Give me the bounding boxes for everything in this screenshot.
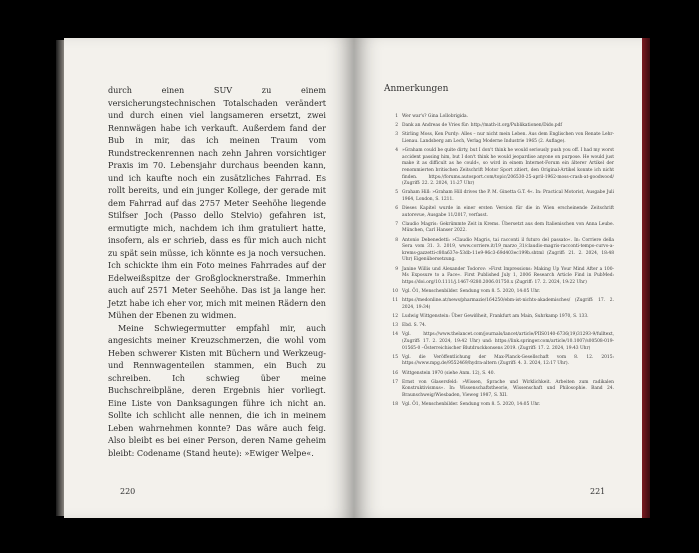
endnote-text: Janine Willis und Alexander Todorov: »First Impressions: Making Up Your Mind After a 100-Ms Exposure to a Face«. First Published July 1, 2006 Research Article Find in PubMed: https://doi.org/10.1111/j.1467-9280.2006.01750.x (Zugriff: 17. 2. 2024, 19:22 Uhr) — [402, 266, 614, 285]
endnote-number: 10 — [392, 289, 398, 294]
endnote-text: Vgl. Ö1, Menschenbilder. Sendung vom 8. 5. 2020, 14:05 Uhr. — [402, 402, 541, 408]
endnotes-list — [384, 114, 614, 411]
endnote — [384, 402, 614, 409]
endnote-text: »Graham could be quite dirty, but I don't think he would seriously push you off. I had my worst accident passing him, but I don't think he would jeopardise anyone on purpose. He would just make it as difficult as he could«, so wird in einem Internet-Forum ein älterer Artikel der renommierten britischen Zeitschrift Motor Sport zitiert, den Original-Artikel konnte ich nicht finden. https://forums.autosport.com/topic/206530-25-april-1962-moss-crash-at-goodwood/ (Zugriff: 22. 2. 2024, 11:27 Uhr) — [402, 148, 614, 187]
endnote-text: Dieses Kapitel wurde in einer ersten Version für die in Wien erscheinende Zeitschrift autorevue, Ausgabe 11/2017, verfasst. — [402, 206, 614, 218]
endnote-number: 3 — [395, 132, 398, 138]
left-page-edge — [56, 40, 64, 516]
endnote-number: 2 — [395, 123, 398, 129]
endnote-number: 11 — [392, 298, 398, 304]
endnote — [384, 148, 614, 188]
left-page — [64, 38, 354, 518]
endnote — [384, 371, 614, 378]
endnote — [384, 355, 614, 368]
endnote-text: Ludwig Wittgenstein: Über Gewißheit, Frankfurt am Main, Suhrkamp 1970, S. 133. — [402, 313, 589, 319]
endnote-number: 12 — [392, 313, 398, 319]
endnote-number: 13 — [392, 323, 398, 329]
endnote-text: Ernst von Glasersfeld: »Wissen, Sprache und Wirklichkeit. Arbeiten zum radikalen Konstruktivismus«. In: Wissenschaftstheorie, Wissenschaft und Philosophie. Band 24. Braunschweig/Wiesbaden, Vieweg 1987, S. XII. — [402, 379, 614, 398]
endnote-number: 1 — [395, 114, 398, 119]
endnote-number: 17 — [392, 379, 398, 385]
endnote-number: 18 — [392, 402, 398, 408]
endnote-number: 16 — [392, 370, 398, 376]
endnote-text: Graham Hill: »Graham Hill drives the P. M. Ginetta G.T. 4«. In: Practical Motorist, Ausgabe Juli 1964, London, S. 1211. — [402, 190, 614, 202]
endnote-number: 6 — [395, 206, 398, 212]
section-heading: Anmerkungen — [384, 84, 449, 94]
endnote-text: Vgl. https://www.thelancet.com/journals/lancet/article/PIIS0140-6736(19)31293-9/fulltext, (Zugriff: 17. 2. 2024, 19:42 Uhr) und: https://link.springer.com/article/10.1007/s00508-019-01565-0 –Österreichischer Blutdruckkonsens 2019. (Zugriff: 17. 2. 2024, 19:43 Uhr) — [402, 332, 614, 351]
endnote — [384, 298, 614, 311]
endnote-text: https://medonline.at/news/pharmazie/164250/ebm-ist-nichts-akademisches/ (Zugriff: 17. 2. 2024, 19:34) — [402, 298, 614, 310]
endnote — [384, 314, 614, 321]
endnote-text: Antonio Debenedetti: »Claudio Magris, tai racconti il futuro del passato«. In: Corriere della Sera vom 31. 3. 2019, www.corriere.it/19_marzo_31/claudio-magris-racconti-tempo-curvo-a-krems-gazzetti-c80a637e-53db-11e9-96c3-69d403ec199b.shtml (Zugriff: 21. 2. 2024, 18:48 Uhr) Eigenübersetzung. — [402, 237, 614, 263]
left-body-text — [108, 84, 326, 459]
endnote — [384, 222, 614, 235]
paragraph: Meine Schwiegermutter empfahl mir, auch angesichts meiner Kreuzschmerzen, die wohl vom Heben schwerer Kisten mit Büchern und Werkzeug- und Rennwagenteilen stammen, ein Buch zu schreiben. Ich schwieg über meine Buchschreibpläne, deren Ergebnis hier vorliegt. Eine Liste von Danksagungen führe ich nicht an. Sollte ich schlicht alle nennen, die ich in meinem Leben wahrnehmen konnte? Das wäre auch feig. Also bleibt es bei einer Person, deren Name geheim bleibt: Codename (Stand heute): »Ewiger Welpe«. — [108, 322, 326, 458]
endnote-number: 4 — [395, 148, 398, 154]
endnote-text: Stirling Moss, Ken Purdy: Alles – nur nicht mein Leben. Aus dem Englischen von Renate Lehr-Lienau. Landsberg am Lech, Verlag Moderne Industrie 1965 (2. Auflage). — [402, 132, 614, 144]
endnote-number: 15 — [392, 354, 398, 360]
endnote-text: Wer war's? Gina Lollobrigida. — [402, 114, 469, 119]
endnote-number: 14 — [392, 332, 398, 338]
endnote-number: 7 — [395, 221, 398, 227]
endnote — [384, 123, 614, 130]
endnote — [384, 238, 614, 264]
right-page — [354, 38, 642, 518]
endnote — [384, 190, 614, 203]
endnote-text: Claudio Magris: Gekrümmte Zeit in Krems. Übersetzt aus dem Italienischen von Anna Leube. München, Carl Hanser 2022. — [402, 221, 614, 234]
right-page-edge — [642, 38, 650, 518]
page-number: 221 — [590, 487, 606, 496]
endnote — [384, 114, 614, 121]
endnote-text: Vgl. Ö1, Menschenbilder. Sendung vom 8. 5. 2020, 14:05 Uhr. — [402, 289, 541, 294]
endnote-text: Dank an Andreas de Vries für: http://math-it.org/Publikationen/Dido.pdf — [402, 123, 563, 129]
paragraph: durch einen SUV zu einem versicherungstechnischen Totalschaden verändert und durch einen viel langsameren ersetzt, zwei Rennwägen habe ich verkauft. Außerdem fand der Bub in mir, das ich meinen Traum vom Rundstreckenrennen nach zehn Jahren vorsichtiger Praxis im 70. Lebensjahr durchaus beenden kann, und ich kaufte noch ein zusätzliches Fahrrad. Es rollt bereits, und ein junger Kollege, der gerade mit dem Fahrrad auf das 2757 Meter Seehöhe liegende Stilfser Joch (Passo dello Stelvio) gefahren ist, ermutigte mich, nachdem ich ihm gratuliert hatte, insofern, als er schrieb, dass es für mich auch nicht zu spät sein müsse, ich könnte es ja noch versuchen. Ich schickte ihm ein Foto meines Fahrrades auf der Edelweißspitze der Großglocknerstraße. Immerhin auch auf 2571 Meter Seehöhe. Das ist ja lange her. Jetzt habe ich eher vor, mich mit meinen Rädern den Mühen der Ebenen zu widmen. — [108, 85, 326, 320]
endnote-text: Wittgenstein 1970 (siehe Anm. 12), S. 40. — [402, 370, 495, 376]
endnote — [384, 206, 614, 219]
endnote — [384, 380, 614, 400]
endnote — [384, 323, 614, 330]
endnote-number: 8 — [395, 237, 398, 243]
endnote — [384, 267, 614, 287]
endnote — [384, 289, 614, 296]
endnote — [384, 132, 614, 145]
endnote-number: 5 — [395, 190, 398, 196]
endnote-number: 9 — [395, 266, 398, 272]
endnote-text: Ebd. S. 74. — [402, 323, 427, 329]
endnote — [384, 332, 614, 352]
page-number: 220 — [120, 487, 136, 496]
endnote-text: Vgl. die Veröffentlichung der Max-Planck-Gesellschaft vom 8. 12. 2015: https://www.mpg.de/9552469/hydra-altern (Zugriff: 4. 3. 2024, 12:17 Uhr). — [402, 354, 614, 367]
